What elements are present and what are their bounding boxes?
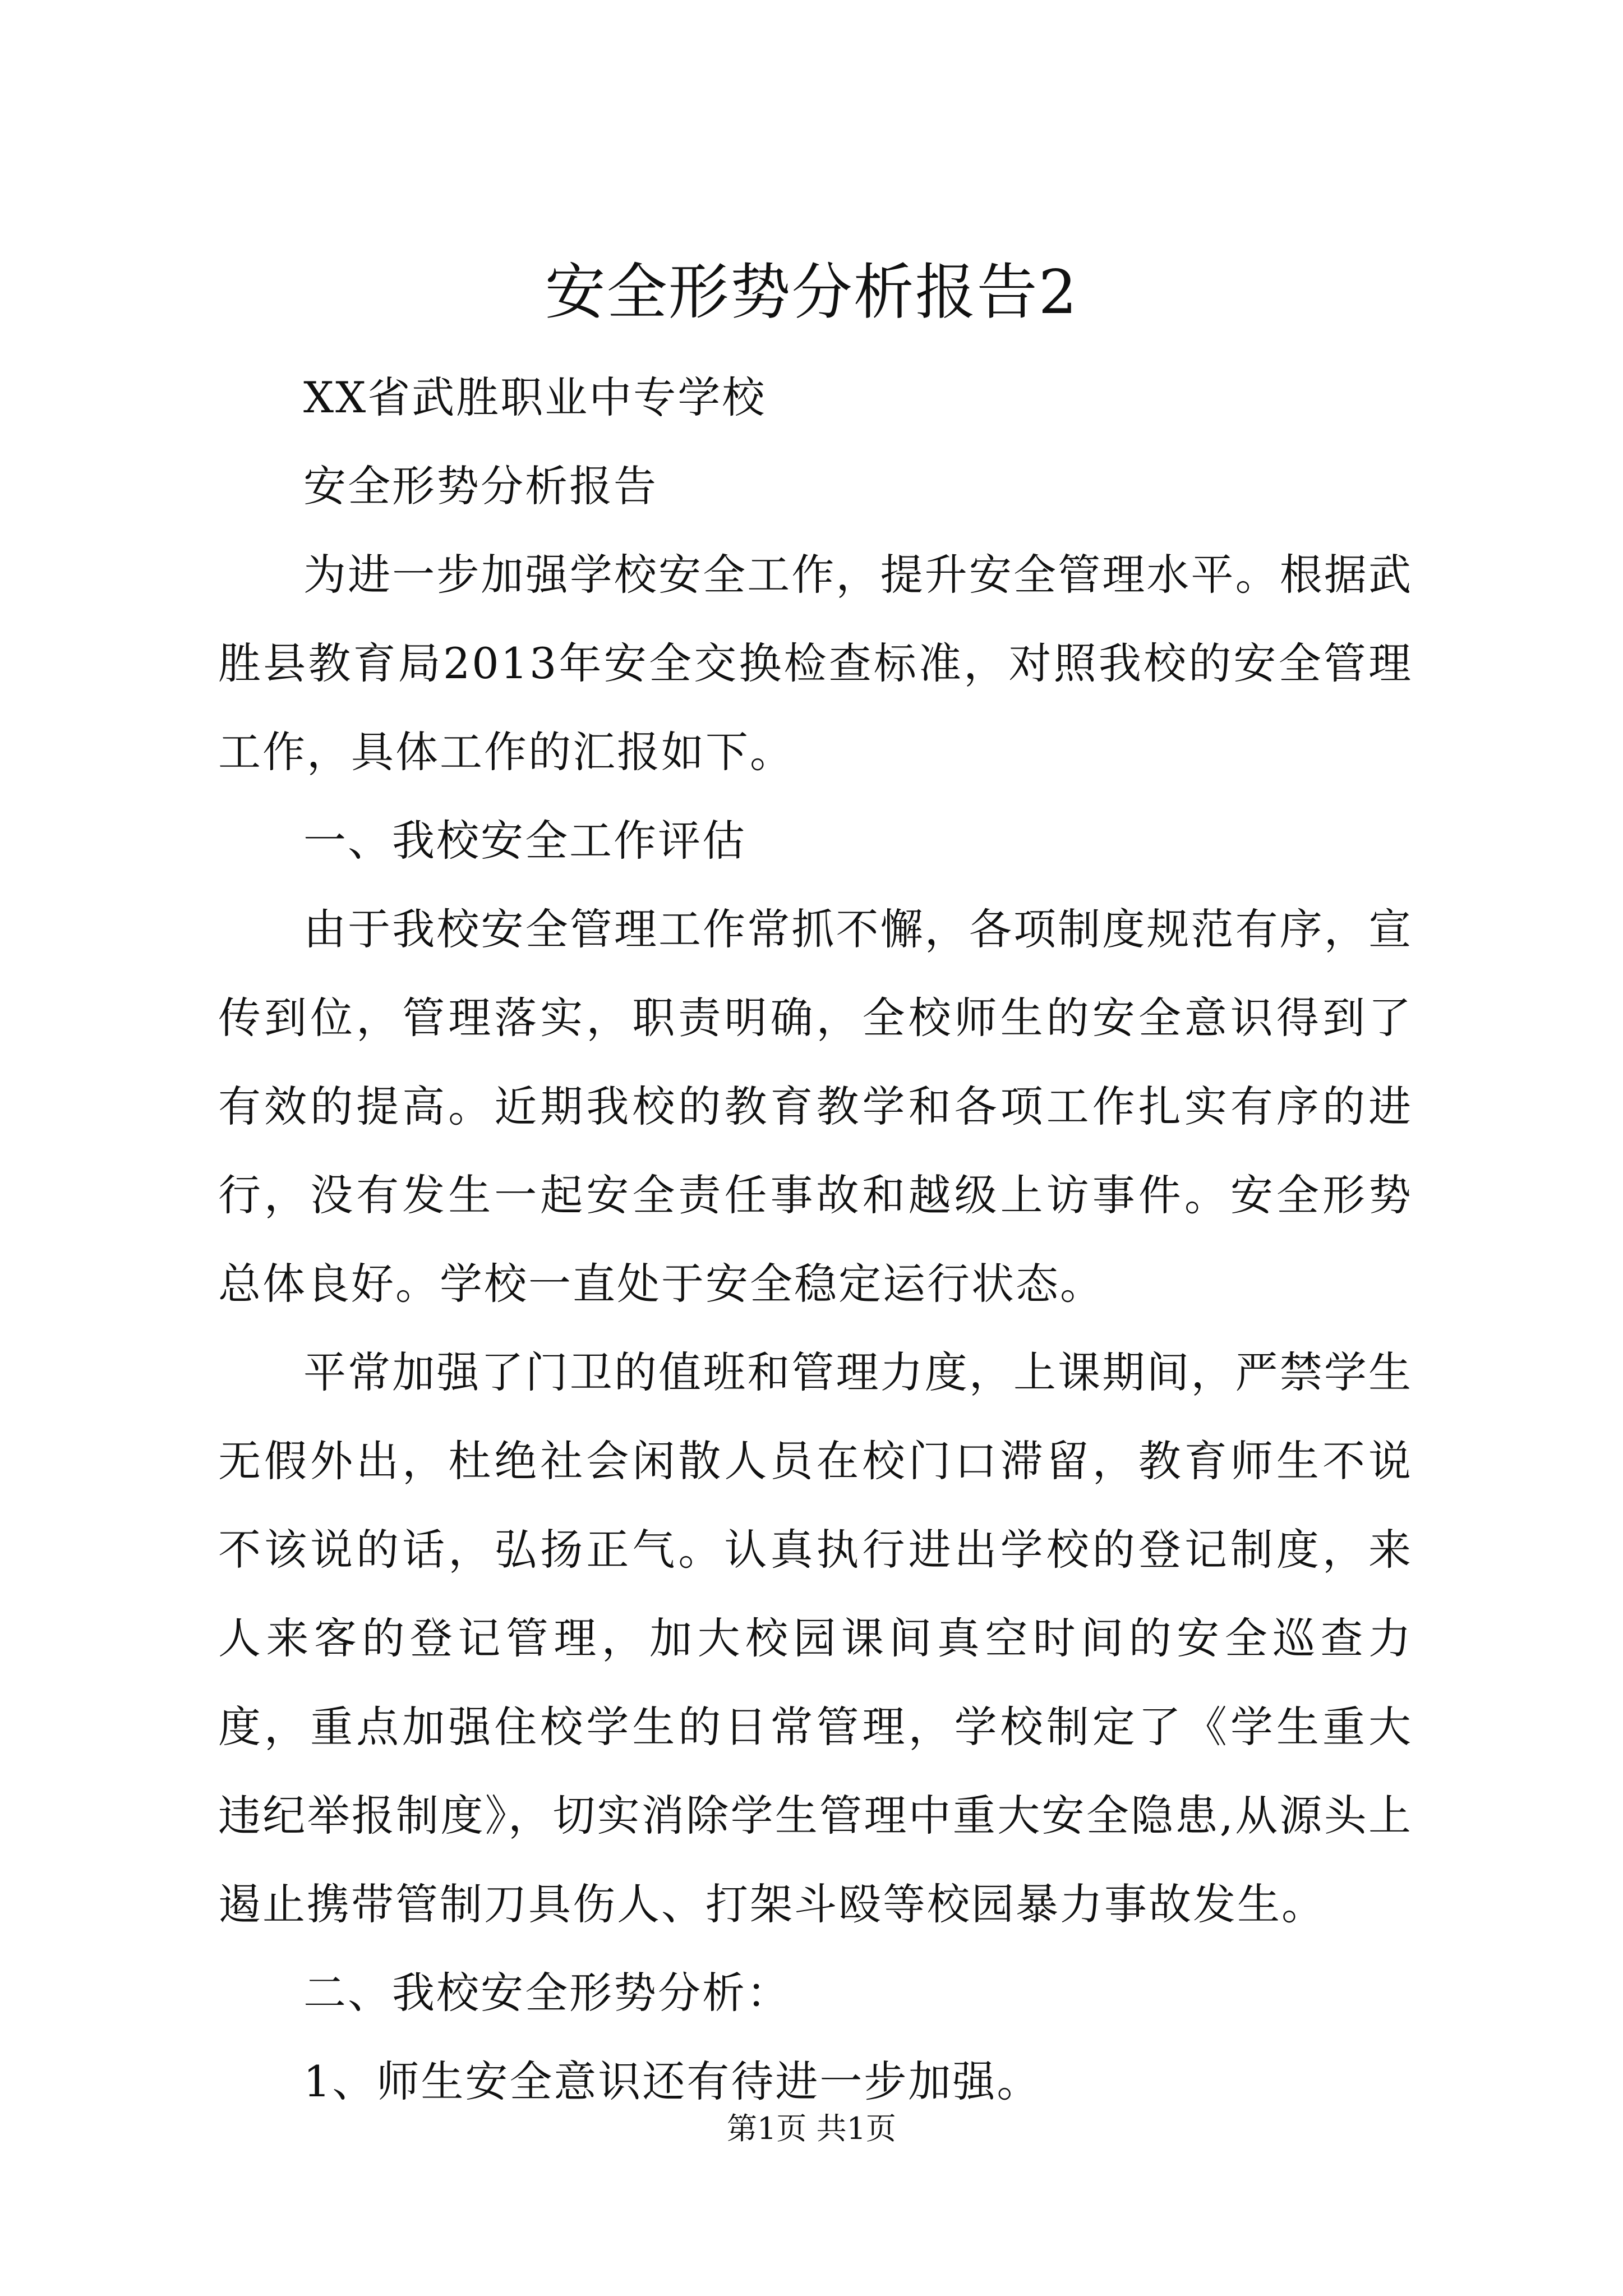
analysis-item-1: 1、师生安全意识还有待进一步加强。 <box>303 2056 1041 2106</box>
management-paragraph: 平常加强了门卫的值班和管理力度，上课期间，严禁学生无假外出，杜绝社会闲散人员在校门口滞留，教育师生不说不该说的话，弘扬正气。认真执行进出学校的登记制度，来人来客的登记管理，加大校园课间真空时间的安全巡查力度，重点加强住校学生的日常管理，学校制定了《学生重大违纪举报制度》，切实消除学生管理中重大安全隐患,从源头上遏止携带管制刀具伤人、打架斗殴等校园暴力事故发生。 <box>218 1347 1413 1929</box>
report-subtitle-line: 安全形势分析报告 <box>303 461 658 511</box>
assessment-paragraph: 由于我校安全管理工作常抓不懈，各项制度规范有序，宣传到位，管理落实，职责明确，全校师生的安全意识得到了有效的提高。近期我校的教育教学和各项工作扎实有序的进行，没有发生一起安全责任事故和越级上访事件。安全形势总体良好。学校一直处于安全稳定运行状态。 <box>218 904 1413 1309</box>
section-heading-2: 二、我校安全形势分析： <box>303 1968 791 2018</box>
section-heading-1: 一、我校安全工作评估 <box>303 816 746 866</box>
page-footer: 第1页 共1页 <box>727 2111 896 2146</box>
school-name-line: XX省武胜职业中专学校 <box>303 372 767 422</box>
document-title: 安全形势分析报告2 <box>545 257 1078 328</box>
document-body <box>218 353 1413 2126</box>
intro-paragraph: 为进一步加强学校安全工作，提升安全管理水平。根据武胜县教育局2013年安全交换检查标准，对照我校的安全管理工作，具体工作的汇报如下。 <box>218 550 1413 777</box>
